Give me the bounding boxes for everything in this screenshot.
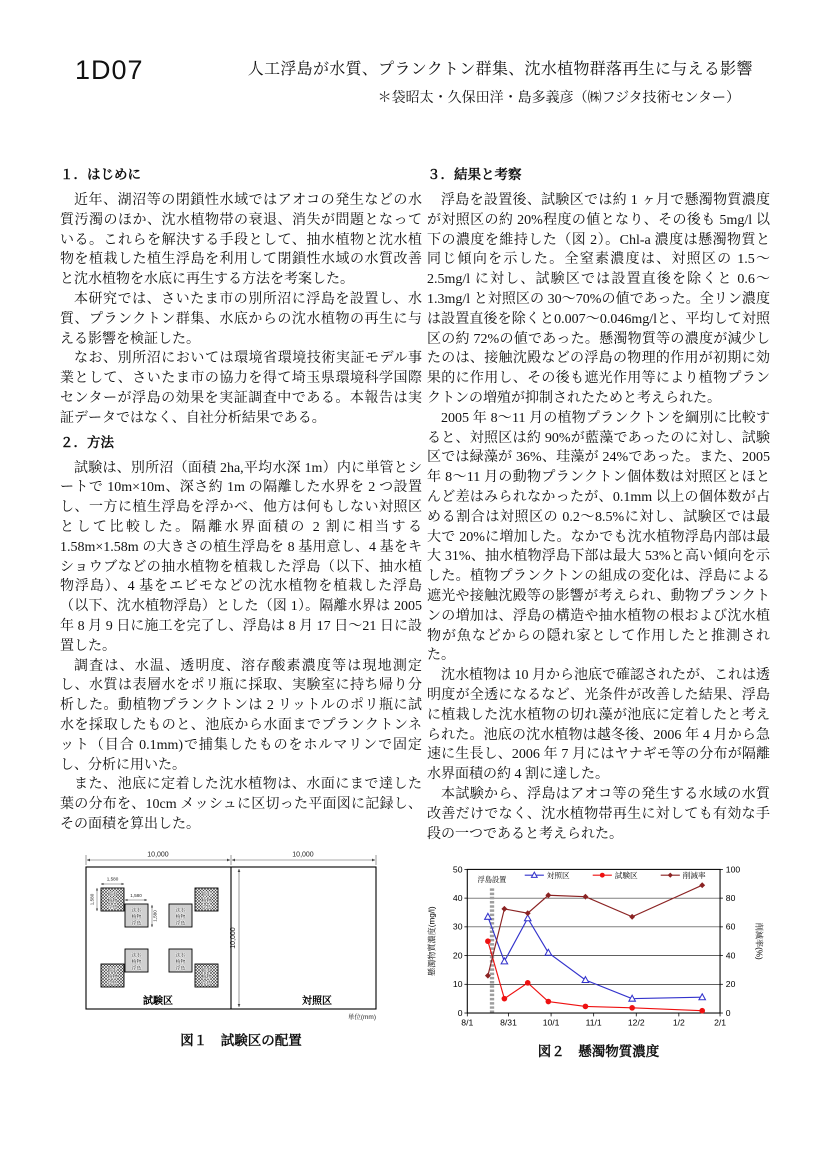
unit-note: 単位(mm) xyxy=(347,1013,376,1021)
gridlines xyxy=(467,898,720,984)
island-emergent xyxy=(195,964,218,987)
dim-width-control: 10,000 xyxy=(292,851,314,859)
paper-title: 人工浮島が水質、プランクトン群集、沈水植物群落再生に与える影響 xyxy=(247,61,753,78)
axes xyxy=(427,865,765,1028)
svg-text:11/1: 11/1 xyxy=(585,1017,602,1028)
svg-text:浮島: 浮島 xyxy=(201,981,212,987)
svg-text:植物: 植物 xyxy=(201,898,212,904)
island-submerged xyxy=(125,949,148,972)
island-emergent xyxy=(101,964,124,987)
test-area-label: 試験区 xyxy=(143,995,173,1007)
svg-text:浮島: 浮島 xyxy=(131,966,142,972)
svg-text:浮島: 浮島 xyxy=(201,905,212,911)
results-heading: ３．結果と考察 xyxy=(427,167,522,182)
legend xyxy=(525,870,706,880)
svg-text:12/2: 12/2 xyxy=(627,1017,645,1028)
svg-text:20: 20 xyxy=(725,979,736,990)
island-emergent xyxy=(101,888,124,911)
svg-text:植物: 植物 xyxy=(107,898,118,904)
method-paragraph: 試験は、別所沼（面積 2ha,平均水深 1m）内に単管とシートで 10m×10m、深さ約 1m の隔離した水界を 2 つ設置し、一方に植生浮島を浮かべ、他方は何もしない対照区として比較した。隔離水界面積の 2 割に相当する 1.58m×1.58m の大きさの植生浮島を 8 基用意し、4 基をキショウブなどの抽水植物を植栽した浮島（以下、抽水植物浮島）、4 基をエビモなどの沈水植物を植栽した浮島（以下、沈水植物浮島）とした（図 1）。隔離水界は 2005 年 8 月 9 日に施工を完了し、浮島は 8 月 17 日～21 日に設置した。 xyxy=(60,460,422,654)
svg-text:0: 0 xyxy=(725,1008,731,1019)
left-column xyxy=(60,165,422,1060)
svg-text:植物: 植物 xyxy=(175,959,186,965)
island-emergent xyxy=(195,888,218,911)
intro-paragraph: 本研究では、さいたま市の別所沼に浮島を設置し、水質、プランクトン群集、水底からの沈水植物の再生に与える影響を検証した。 xyxy=(60,291,422,347)
figure2 xyxy=(427,856,770,1060)
svg-text:削減率: 削減率 xyxy=(682,871,706,881)
svg-text:20: 20 xyxy=(452,950,463,961)
intro-paragraph: 近年、湖沼等の閉鎖性水域ではアオコの発生などの水質汚濁のほか、沈水植物帯の衰退、消失が問題となっている。これらを解決する手段として、抽水植物と沈水植物を植栽した植生浮島を利用して閉鎖性水域の水質改善と沈水植物を水底に再生する方法を考案した。 xyxy=(60,193,422,288)
svg-text:10: 10 xyxy=(452,979,463,990)
figure2-caption: 図２ 懸濁物質濃度 xyxy=(537,1044,660,1060)
island-dim-label: 1,580 xyxy=(106,876,119,882)
island-dim-label: 1,580 xyxy=(130,892,142,898)
svg-text:植物: 植物 xyxy=(201,974,212,980)
svg-text:沈水: 沈水 xyxy=(131,908,142,914)
svg-text:沈水: 沈水 xyxy=(131,953,142,959)
series-test xyxy=(485,939,705,1014)
svg-text:試験区: 試験区 xyxy=(614,871,638,881)
svg-text:抽水: 抽水 xyxy=(201,892,212,898)
intro-paragraph: なお、別所沼においては環境省環境技術実証モデル事業として、さいたま市の協力を得て埼玉県環境科学国際センターが浮島の効果を実証調査中である。本報告は実証データではなく、自社分析結果である。 xyxy=(60,351,422,426)
y-axis-label-right: 削減率(%) xyxy=(754,923,764,961)
method-heading: ２．方法 xyxy=(60,434,114,450)
control-area-label: 対照区 xyxy=(302,995,332,1007)
results-paragraph: 沈水植物は 10 月から池底で確認されたが、これは透明度が全透になるなど、光条件が改善した結果、浮島に植栽した沈水植物の切れ藻が池底に定着したと考えられた。池底の沈水植物は越冬後、2006 年 4 月から急速に生長し、2006 年 7 月にはヤナギモ等の分布が隔離水界面積の約 4 割に達した。 xyxy=(427,668,770,783)
figure1 xyxy=(60,847,422,1049)
paper-id: 1D07 xyxy=(75,55,144,85)
figure1-caption: 図１ 試験区の配置 xyxy=(180,1032,302,1048)
svg-text:50: 50 xyxy=(452,864,463,875)
results-paragraph: 2005 年 8～11 月の植物プランクトンを綱別に比較すると、対照区は約 90%が藍藻であったのに対し、試験区では緑藻が 36%、珪藻が 24%であった。また、2005 年 8～11 月の動物プランクトン個体数は対照区とほとんど差はみられなかったが、0.1mm 以上の個体数が占める割合は対照区の 0.2～8.5%に対し、試験区では最大で 20%に増加した。なかでも沈水植物浮島内部は最大 31%、抽水植物浮島下部は最大 53%と高い傾向を示した。植物プランクトンの組成の変化は、浮島による遮光や接触沈殿等の影響が考えられ、動物プランクトンの増加は、浮島の構造や抽水植物の根および沈水植物が魚などからの隠れ家として作用したと推測された。 xyxy=(427,410,770,664)
paper-authors: ＊袋昭太・久保田洋・島多義彦（㈱フジタ技術センター） xyxy=(377,89,740,105)
svg-text:植物: 植物 xyxy=(107,974,118,980)
series-control xyxy=(485,914,706,1002)
svg-text:抽水: 抽水 xyxy=(107,892,118,898)
svg-text:浮島: 浮島 xyxy=(107,981,118,987)
svg-text:100: 100 xyxy=(725,864,741,875)
method-paragraph: 調査は、水温、透明度、溶存酸素濃度等は現地測定し、水質は表層水をポリ瓶に採取、実験室に持ち帰り分析した。動植物プランクトンは 2 リットルのポリ瓶に試水を採取したものと、池底から水面までプランクトンネット（目合 0.1mm)で捕集したものをホルマリンで固定し、分析に用いた。 xyxy=(60,658,422,773)
svg-text:10/1: 10/1 xyxy=(542,1017,560,1028)
results-paragraph: 浮島を設置後、試験区では約 1 ヶ月で懸濁物質濃度が対照区の約 20%程度の値となり、その後も 5mg/l 以下の濃度を維持した（図 2）。Chl-a 濃度は懸濁物質と同じ傾向を示した。全窒素濃度は、対照区の 1.5～2.5mg/l に対し、試験区では設置直後を除くと 0.6～1.3mg/l と対照区の 30～70%の値であった。全リン濃度は設置直後を除くと0.007～0.046mg/lと、平均して対照区の約 72%の値であった。懸濁物質等の濃度が減少したのは、接触沈殿などの浮島の物理的作用が初期に効果的に作用し、その後も遮光作用等により植物プランクトンの増殖が抑制されたためと考えられた。 xyxy=(427,193,770,406)
title-block xyxy=(164,56,767,107)
island-submerged xyxy=(125,904,148,927)
two-column-body xyxy=(0,165,827,1060)
svg-text:浮島: 浮島 xyxy=(107,905,118,911)
svg-text:8/1: 8/1 xyxy=(461,1017,474,1028)
right-column xyxy=(427,165,770,1060)
method-paragraph: また、池底に定着した沈水植物は、水面にまで達した葉の分布を、10cm メッシュに区切った平面図に記録し、その面積を算出した。 xyxy=(60,777,422,832)
islands-layer xyxy=(101,888,218,987)
svg-text:8/31: 8/31 xyxy=(500,1017,517,1028)
svg-text:0: 0 xyxy=(457,1008,463,1019)
svg-text:浮島: 浮島 xyxy=(175,921,186,927)
svg-text:1/2: 1/2 xyxy=(672,1017,685,1028)
svg-text:抽水: 抽水 xyxy=(107,968,118,974)
svg-text:浮島設置: 浮島設置 xyxy=(477,876,507,885)
svg-text:80: 80 xyxy=(725,893,736,904)
island-dim-label: 1,580 xyxy=(152,909,158,922)
svg-text:40: 40 xyxy=(452,893,463,904)
svg-text:沈水: 沈水 xyxy=(175,953,186,959)
svg-text:植物: 植物 xyxy=(131,914,142,920)
y-axis-label-left: 懸濁物質濃度(mg/l) xyxy=(427,906,437,977)
svg-text:60: 60 xyxy=(725,922,736,933)
svg-text:植物: 植物 xyxy=(175,914,186,920)
svg-text:浮島: 浮島 xyxy=(175,966,186,972)
figure1-diagram xyxy=(76,847,406,1025)
svg-text:抽水: 抽水 xyxy=(201,968,212,974)
svg-text:40: 40 xyxy=(725,950,736,961)
intro-heading: １．はじめに xyxy=(60,167,141,182)
island-submerged xyxy=(169,949,192,972)
series-reduction xyxy=(485,883,705,979)
paper-header xyxy=(0,0,827,107)
svg-text:植物: 植物 xyxy=(131,959,142,965)
svg-text:沈水: 沈水 xyxy=(175,908,186,914)
svg-text:対照区: 対照区 xyxy=(546,871,570,881)
svg-text:浮島: 浮島 xyxy=(131,921,142,927)
figure2-chart xyxy=(425,856,770,1036)
svg-text:30: 30 xyxy=(452,922,463,933)
dim-width-test: 10,000 xyxy=(147,851,169,859)
dim-height: 10,000 xyxy=(230,926,237,949)
plot-border xyxy=(467,870,720,1014)
island-submerged xyxy=(169,904,192,927)
svg-text:2/1: 2/1 xyxy=(714,1017,727,1028)
island-dim-label: 1,580 xyxy=(89,893,95,905)
results-paragraph: 本試験から、浮島はアオコ等の発生する水域の水質改善だけでなく、沈水植物帯再生に対しても有効な手段の一つであると考えられた。 xyxy=(427,786,770,842)
